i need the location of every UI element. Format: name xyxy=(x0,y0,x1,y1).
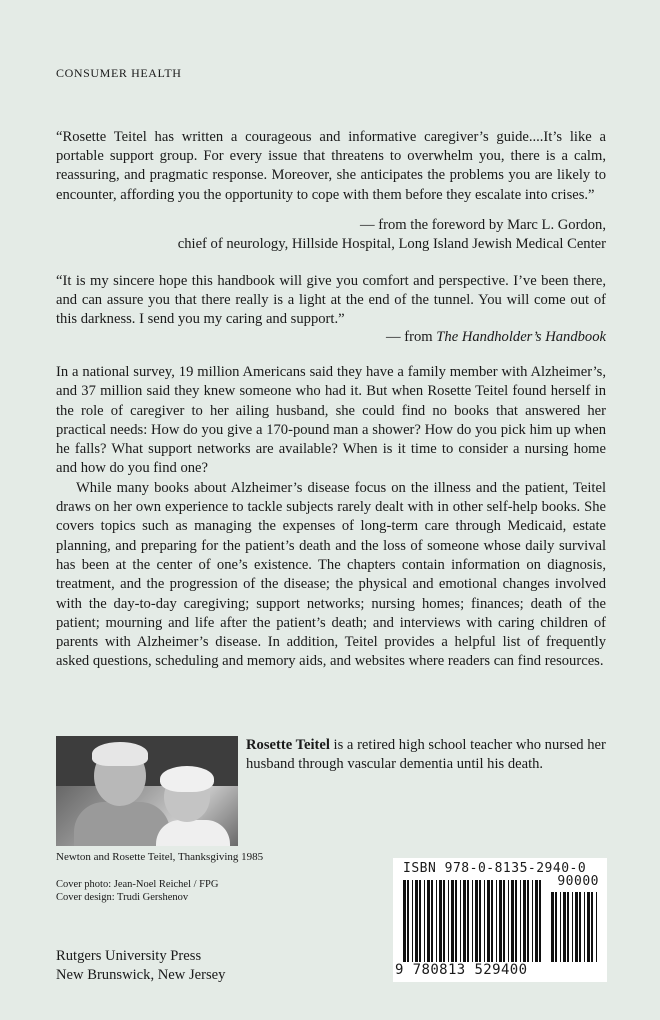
barcode-bar xyxy=(431,880,433,962)
barcode-bar xyxy=(467,880,469,962)
barcode-bar xyxy=(424,880,425,962)
barcode-bar xyxy=(567,892,569,962)
cover-credits xyxy=(56,878,218,904)
barcode-bar xyxy=(539,880,541,962)
barcode-bar xyxy=(523,880,526,962)
barcode-bar xyxy=(532,880,533,962)
barcode-bar xyxy=(584,892,585,962)
photo-caption: Newton and Rosette Teitel, Thanksgiving 1985 xyxy=(56,851,264,863)
barcode-bar xyxy=(572,892,573,962)
isbn-text: ISBN 978-0-8135-2940-0 xyxy=(403,861,587,876)
author-bio xyxy=(246,736,608,774)
barcode-bar xyxy=(515,880,517,962)
foreword-attribution-line2: chief of neurology, Hillside Hospital, Long Island Jewish Medical Center xyxy=(177,236,606,252)
ean-digits: 9 780813 529400 xyxy=(395,962,528,978)
barcode-bar xyxy=(527,880,529,962)
barcode-bar xyxy=(499,880,502,962)
barcode-bar xyxy=(443,880,445,962)
handbook-title: The Handholder’s Handbook xyxy=(436,329,606,345)
author-name: Rosette Teitel xyxy=(246,737,330,753)
barcode-bar xyxy=(451,880,454,962)
barcode-bar xyxy=(403,880,406,962)
barcode-bar xyxy=(436,880,437,962)
foreword-attribution-line1: — from the foreword by Marc L. Gordon, xyxy=(360,217,606,233)
barcode-bar xyxy=(555,892,557,962)
barcode-bar xyxy=(448,880,449,962)
handbook-attribution-prefix: — from xyxy=(386,329,437,345)
barcode-bar xyxy=(520,880,521,962)
category-label: CONSUMER HEALTH xyxy=(56,66,182,80)
author-photo xyxy=(56,736,238,846)
barcode-bar xyxy=(591,892,593,962)
description-paragraph-2: While many books about Alzheimer’s disease focus on the illness and the patient, Teitel draws on her own experience to tackle subjects rarely dealt with in other self-help books. She covers topics such as managing the expenses of long-term care through Medicaid, estate planning, and preparing for the patient’s death and the loss of someone whose daily survival has been at the center of one’s existence. The chapters contain information on diagnosis, treatment, and the progression of the disease; the physical and emotional changes involved with the day-to-day caregiving; support networks; nursing homes; finances; death of the patient; mourning and life after the patient’s death; and interviews with caring children of parents with Alzheimer’s disease. In addition, Teitel provides a helpful list of frequently asked questions, scheduling and memory aids, and websites where readers can find resources. xyxy=(56,479,606,670)
barcode-bar xyxy=(579,892,581,962)
author-bio-text: is a retired high school teacher who nursed her husband through vascular dementia until his death. xyxy=(246,737,606,773)
barcode-bar xyxy=(472,880,473,962)
barcode-bar xyxy=(460,880,461,962)
barcode-bar xyxy=(407,880,409,962)
publisher-info xyxy=(56,947,225,985)
barcode-bar xyxy=(508,880,509,962)
cover-design-credit: Cover design: Trudi Gershenov xyxy=(56,892,189,903)
barcode-bar xyxy=(560,892,561,962)
description-paragraph-1: In a national survey, 19 million Americans said they have a family member with Alzheimer’s, and 37 million said they knew someone who had it. But when Rosette Teitel found herself in the role of caregiver to her ailing husband, she could find no books that answered her practical needs: How do you give a 170-pound man a shower? How do you pick him up when he falls? What support networks are available? When is it time to consider a nursing home and how do you find one? xyxy=(56,364,606,477)
barcode-bar xyxy=(427,880,430,962)
barcode-bar xyxy=(455,880,457,962)
barcode-bar xyxy=(551,892,554,962)
barcode-bar xyxy=(412,880,413,962)
publisher-location: New Brunswick, New Jersey xyxy=(56,967,226,983)
book-description xyxy=(56,363,606,672)
price-code: 90000 xyxy=(557,874,599,889)
barcode-bar xyxy=(511,880,514,962)
barcode-bar xyxy=(475,880,478,962)
barcode-bar xyxy=(484,880,485,962)
handbook-attribution xyxy=(46,328,606,347)
barcode-bar xyxy=(596,892,597,962)
isbn-barcode xyxy=(393,858,607,982)
handbook-quote: “It is my sincere hope this handbook will give you comfort and perspective. I’ve been there, and can assure you that there really is a light at the end of the tunnel. You will come out of this darkness. I send you my caring and support.” xyxy=(56,273,606,328)
barcode-bar xyxy=(415,880,418,962)
publisher-name: Rutgers University Press xyxy=(56,948,202,964)
barcode-bar xyxy=(419,880,421,962)
foreword-attribution xyxy=(46,216,606,254)
barcode-bar xyxy=(563,892,566,962)
barcode-bar xyxy=(503,880,505,962)
barcode-bar xyxy=(535,880,538,962)
barcode-bar xyxy=(463,880,466,962)
barcode-bar xyxy=(575,892,578,962)
barcode-bar xyxy=(487,880,490,962)
foreword-quote: “Rosette Teitel has written a courageous and informative caregiver’s guide....It’s like a portable support group. For every issue that threatens to overwhelm you, there is a calm, reassuring, and pragmatic response. Moreover, she anticipates the problems you are likely to encounter, affording you the opportunity to cope with them before they escalate into crises.” xyxy=(56,129,606,203)
barcode-bar xyxy=(496,880,497,962)
barcode-bar xyxy=(491,880,493,962)
cover-photo-credit: Cover photo: Jean-Noel Reichel / FPG xyxy=(56,879,219,890)
barcode-bar xyxy=(587,892,590,962)
barcode-bar xyxy=(479,880,481,962)
barcode-bar xyxy=(439,880,442,962)
